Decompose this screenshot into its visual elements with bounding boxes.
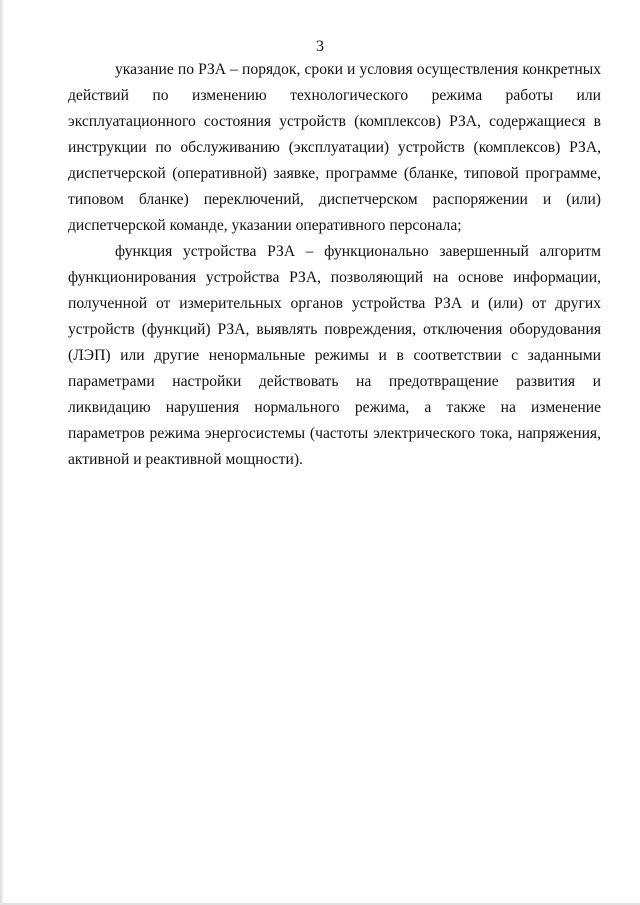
page-number: 3 xyxy=(316,38,324,55)
paragraph-rza-instruction-definition: указание по РЗА – порядок, сроки и условия осуществления конкретных действий по изменению технологического режима работы или эксплуатационного состояния устройств (комплексов) РЗА, содержащиеся в инструкции по обслуживанию (эксплуатации) устройств (комплексов) РЗА, диспетчерской (оперативной) заявке, программе (бланке, типовой программе, типовом бланке) переключений, диспетчерском распоряжении и (или) диспетчерской команде, указании оперативного персонала; xyxy=(68,61,601,234)
scan-edge-shadow xyxy=(0,0,4,905)
paragraph-rza-function-definition: функция устройства РЗА – функционально завершенный алгоритм функционирования устройства РЗА, позволяющий на основе информации, полученной от измерительных органов устройства РЗА и (или) от других устройств (функций) РЗА, выявлять повреждения, отключения оборудования (ЛЭП) или другие ненормальные режимы и в соответствии с заданными параметрами настройки действовать на предотвращение развития и ликвидацию нарушения нормального режима, а также на изменение параметров режима энергосистемы (частоты электрического тока, напряжения, активной и реактивной мощности). xyxy=(68,243,601,468)
document-body xyxy=(68,57,601,473)
